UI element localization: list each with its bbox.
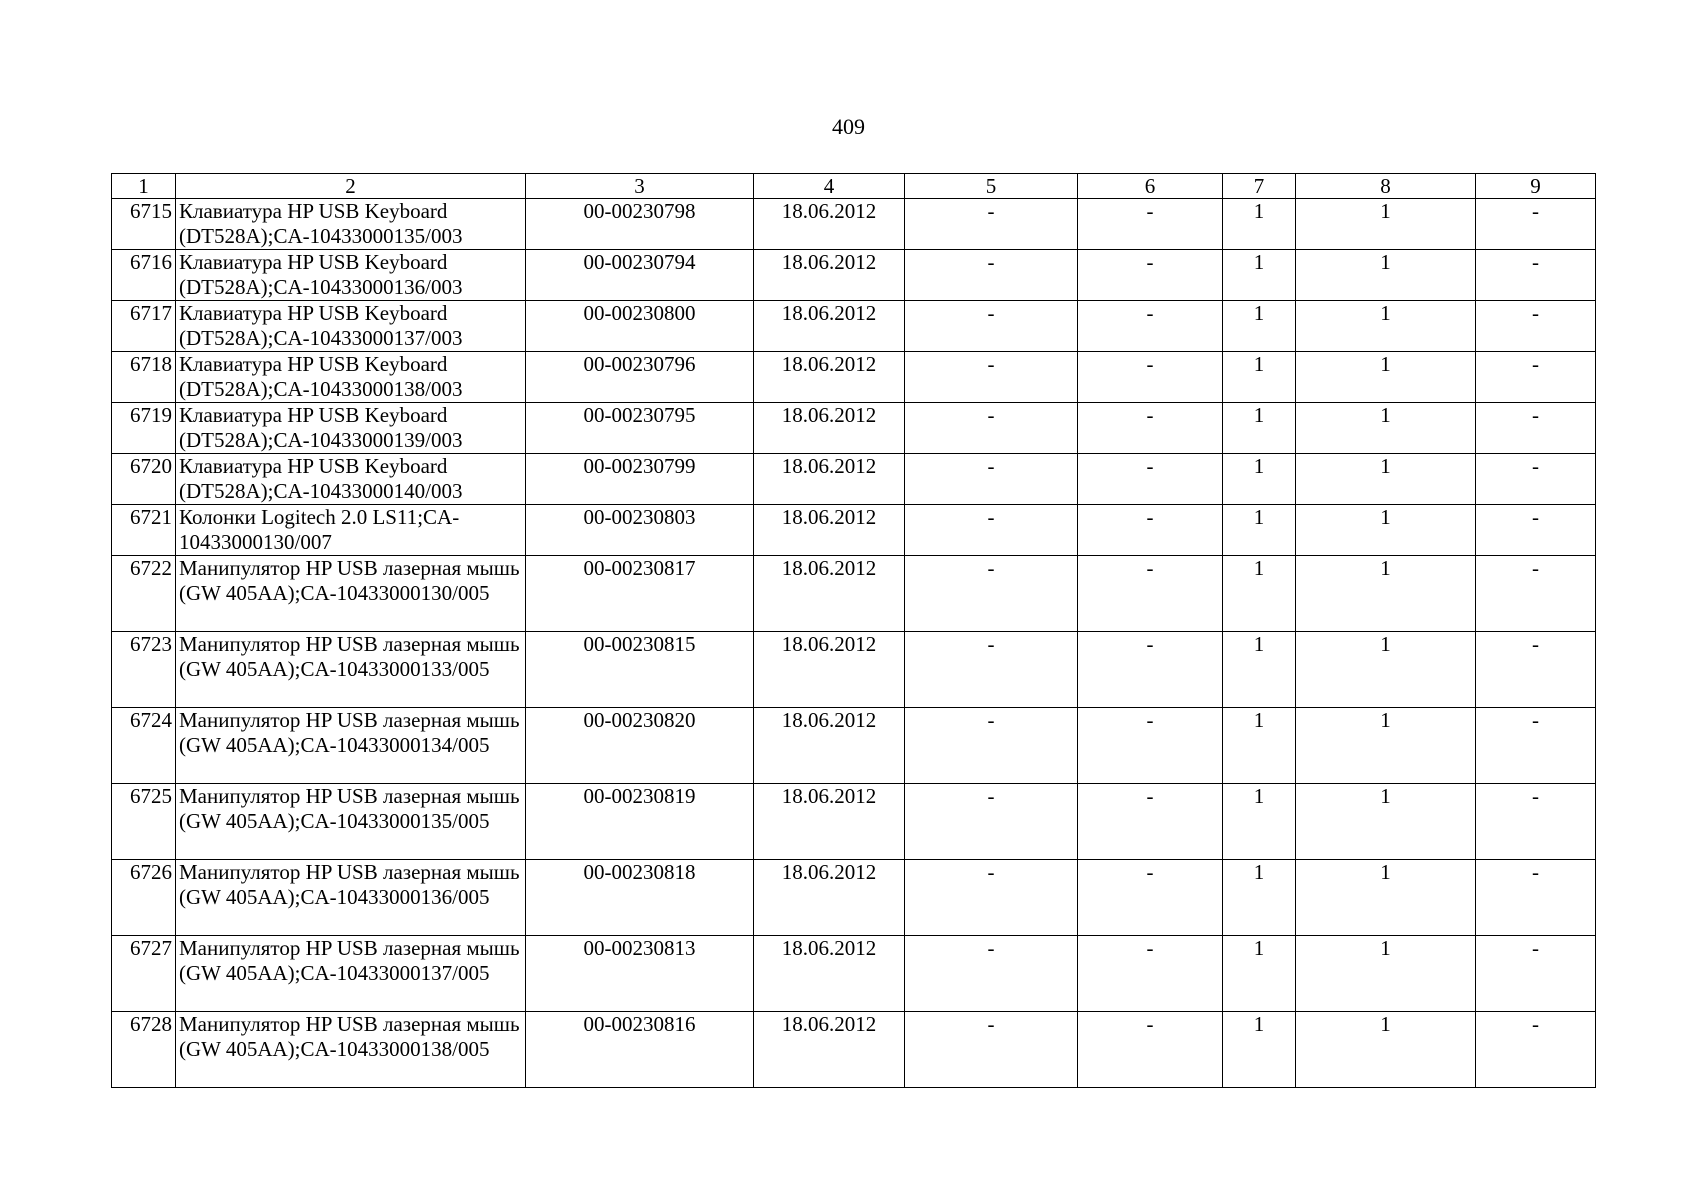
column-5-value: - [905,301,1078,352]
table-row [112,556,1596,632]
column-6-value: - [1078,505,1223,556]
column-5-value: - [905,250,1078,301]
table-row [112,708,1596,784]
column-8-value: 1 [1296,301,1476,352]
column-9-value: - [1476,784,1596,860]
column-8-value: 1 [1296,556,1476,632]
column-7-value: 1 [1223,556,1296,632]
item-name: Манипулятор HP USB лазерная мышь (GW 405AA);CA-10433000134/005 [176,708,526,784]
inventory-code: 00-00230800 [526,301,754,352]
item-number: 6717 [112,301,176,352]
column-7-value: 1 [1223,199,1296,250]
item-date: 18.06.2012 [754,860,905,936]
column-7-value: 1 [1223,403,1296,454]
column-5-value: - [905,505,1078,556]
column-header: 2 [176,174,526,199]
inventory-code: 00-00230799 [526,454,754,505]
column-9-value: - [1476,352,1596,403]
column-6-value: - [1078,556,1223,632]
column-8-value: 1 [1296,632,1476,708]
column-7-value: 1 [1223,936,1296,1012]
item-number: 6722 [112,556,176,632]
column-8-value: 1 [1296,199,1476,250]
column-7-value: 1 [1223,860,1296,936]
table-row [112,505,1596,556]
column-header: 6 [1078,174,1223,199]
column-6-value: - [1078,632,1223,708]
item-number: 6715 [112,199,176,250]
item-date: 18.06.2012 [754,1012,905,1088]
column-9-value: - [1476,301,1596,352]
inventory-code: 00-00230819 [526,784,754,860]
table-row [112,403,1596,454]
column-5-value: - [905,708,1078,784]
item-number: 6718 [112,352,176,403]
item-date: 18.06.2012 [754,199,905,250]
column-7-value: 1 [1223,250,1296,301]
table-row [112,860,1596,936]
column-header: 9 [1476,174,1596,199]
table-header-row [112,174,1596,199]
inventory-code: 00-00230818 [526,860,754,936]
item-date: 18.06.2012 [754,556,905,632]
column-7-value: 1 [1223,505,1296,556]
item-number: 6726 [112,860,176,936]
column-9-value: - [1476,199,1596,250]
inventory-code: 00-00230816 [526,1012,754,1088]
inventory-code: 00-00230817 [526,556,754,632]
item-number: 6728 [112,1012,176,1088]
item-name: Клавиатура HP USB Keyboard (DT528A);CA-10433000137/003 [176,301,526,352]
column-header: 7 [1223,174,1296,199]
column-9-value: - [1476,860,1596,936]
item-date: 18.06.2012 [754,301,905,352]
column-8-value: 1 [1296,708,1476,784]
column-7-value: 1 [1223,784,1296,860]
column-5-value: - [905,632,1078,708]
item-name: Колонки Logitech 2.0 LS11;CA-10433000130/007 [176,505,526,556]
column-7-value: 1 [1223,1012,1296,1088]
item-date: 18.06.2012 [754,352,905,403]
column-header: 8 [1296,174,1476,199]
column-8-value: 1 [1296,352,1476,403]
column-9-value: - [1476,1012,1596,1088]
item-date: 18.06.2012 [754,784,905,860]
item-name: Клавиатура HP USB Keyboard (DT528A);CA-10433000135/003 [176,199,526,250]
inventory-code: 00-00230796 [526,352,754,403]
column-9-value: - [1476,454,1596,505]
column-6-value: - [1078,784,1223,860]
column-5-value: - [905,556,1078,632]
column-6-value: - [1078,301,1223,352]
item-name: Клавиатура HP USB Keyboard (DT528A);CA-10433000136/003 [176,250,526,301]
column-8-value: 1 [1296,936,1476,1012]
column-5-value: - [905,1012,1078,1088]
table-row [112,1012,1596,1088]
column-6-value: - [1078,936,1223,1012]
item-date: 18.06.2012 [754,250,905,301]
item-number: 6719 [112,403,176,454]
item-number: 6725 [112,784,176,860]
column-5-value: - [905,936,1078,1012]
table-row [112,632,1596,708]
item-date: 18.06.2012 [754,505,905,556]
column-6-value: - [1078,454,1223,505]
item-name: Манипулятор HP USB лазерная мышь (GW 405AA);CA-10433000130/005 [176,556,526,632]
column-5-value: - [905,860,1078,936]
column-header: 4 [754,174,905,199]
item-number: 6720 [112,454,176,505]
item-name: Клавиатура HP USB Keyboard (DT528A);CA-10433000138/003 [176,352,526,403]
item-number: 6724 [112,708,176,784]
inventory-code: 00-00230798 [526,199,754,250]
item-number: 6716 [112,250,176,301]
table-row [112,784,1596,860]
column-8-value: 1 [1296,403,1476,454]
table-row [112,199,1596,250]
column-6-value: - [1078,708,1223,784]
inventory-code: 00-00230795 [526,403,754,454]
column-9-value: - [1476,632,1596,708]
item-date: 18.06.2012 [754,936,905,1012]
column-5-value: - [905,403,1078,454]
column-6-value: - [1078,352,1223,403]
page-number: 409 [832,114,865,139]
item-name: Манипулятор HP USB лазерная мышь (GW 405AA);CA-10433000137/005 [176,936,526,1012]
item-name: Клавиатура HP USB Keyboard (DT528A);CA-10433000139/003 [176,403,526,454]
column-header: 3 [526,174,754,199]
registry-table [111,173,1596,1088]
item-name: Клавиатура HP USB Keyboard (DT528A);CA-10433000140/003 [176,454,526,505]
inventory-code: 00-00230820 [526,708,754,784]
column-9-value: - [1476,250,1596,301]
column-header: 5 [905,174,1078,199]
column-6-value: - [1078,199,1223,250]
column-8-value: 1 [1296,454,1476,505]
column-7-value: 1 [1223,632,1296,708]
item-name: Манипулятор HP USB лазерная мышь (GW 405AA);CA-10433000133/005 [176,632,526,708]
inventory-code: 00-00230815 [526,632,754,708]
column-6-value: - [1078,860,1223,936]
column-header: 1 [112,174,176,199]
item-name: Манипулятор HP USB лазерная мышь (GW 405AA);CA-10433000136/005 [176,860,526,936]
column-7-value: 1 [1223,708,1296,784]
column-8-value: 1 [1296,505,1476,556]
column-9-value: - [1476,556,1596,632]
table-row [112,352,1596,403]
item-date: 18.06.2012 [754,403,905,454]
column-7-value: 1 [1223,454,1296,505]
column-8-value: 1 [1296,1012,1476,1088]
column-5-value: - [905,784,1078,860]
item-name: Манипулятор HP USB лазерная мышь (GW 405AA);CA-10433000138/005 [176,1012,526,1088]
inventory-code: 00-00230803 [526,505,754,556]
table-row [112,301,1596,352]
column-5-value: - [905,199,1078,250]
item-date: 18.06.2012 [754,708,905,784]
column-9-value: - [1476,403,1596,454]
column-8-value: 1 [1296,860,1476,936]
table-row [112,936,1596,1012]
column-6-value: - [1078,1012,1223,1088]
inventory-code: 00-00230813 [526,936,754,1012]
item-number: 6721 [112,505,176,556]
column-8-value: 1 [1296,784,1476,860]
column-9-value: - [1476,708,1596,784]
column-5-value: - [905,352,1078,403]
item-name: Манипулятор HP USB лазерная мышь (GW 405AA);CA-10433000135/005 [176,784,526,860]
table-row [112,454,1596,505]
inventory-code: 00-00230794 [526,250,754,301]
item-number: 6723 [112,632,176,708]
column-5-value: - [905,454,1078,505]
table-row [112,250,1596,301]
column-6-value: - [1078,403,1223,454]
column-8-value: 1 [1296,250,1476,301]
column-9-value: - [1476,936,1596,1012]
item-date: 18.06.2012 [754,454,905,505]
column-6-value: - [1078,250,1223,301]
item-number: 6727 [112,936,176,1012]
column-7-value: 1 [1223,352,1296,403]
item-date: 18.06.2012 [754,632,905,708]
column-9-value: - [1476,505,1596,556]
column-7-value: 1 [1223,301,1296,352]
